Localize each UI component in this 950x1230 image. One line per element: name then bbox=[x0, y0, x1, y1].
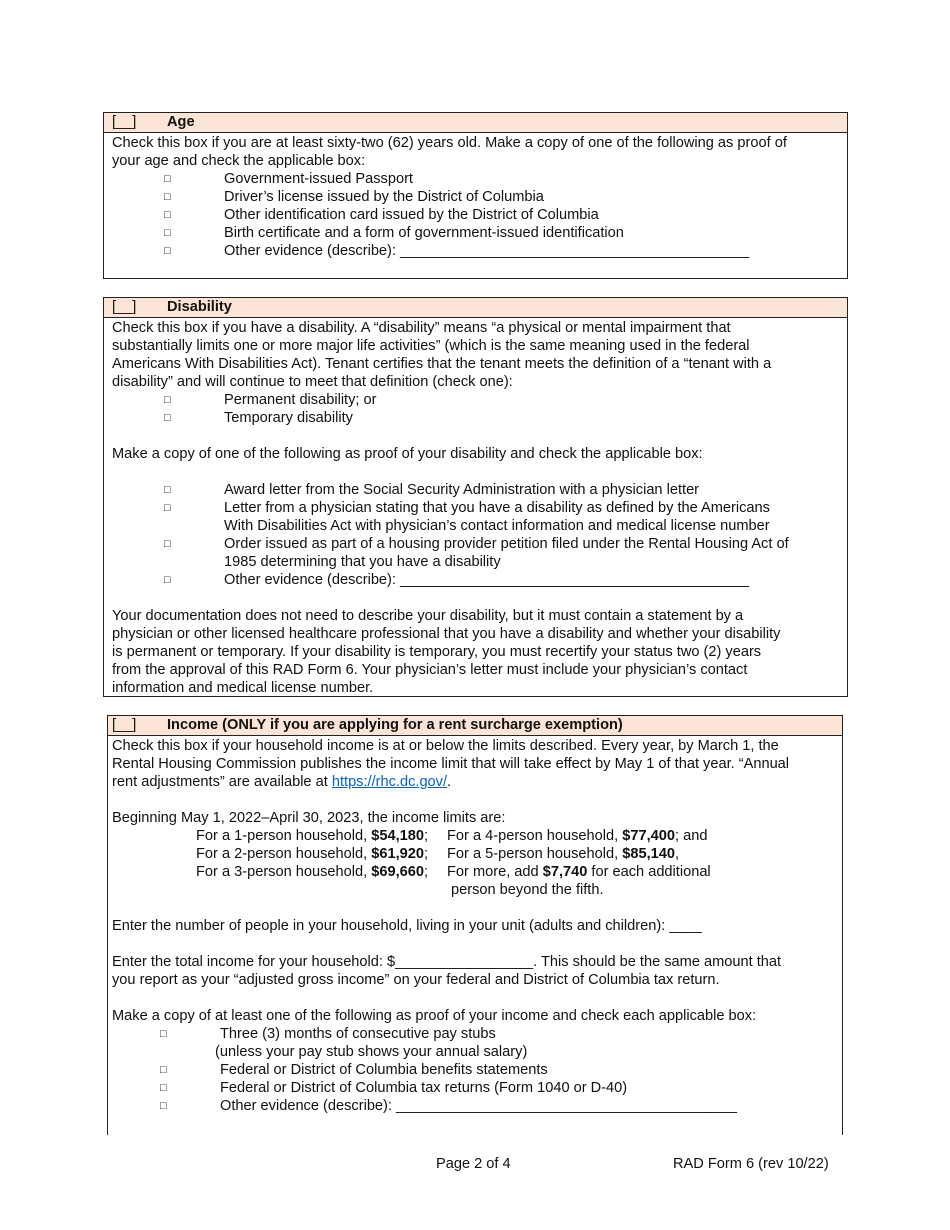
checkbox-icon[interactable]: □ bbox=[160, 1082, 167, 1094]
checkbox-icon[interactable]: □ bbox=[164, 412, 171, 424]
option-label: Temporary disability bbox=[224, 410, 353, 426]
rhc-link[interactable]: https://rhc.dc.gov/ bbox=[331, 774, 448, 790]
income-title: Income (ONLY if you are applying for a rent surcharge exemption) bbox=[167, 717, 623, 733]
age-section bbox=[103, 112, 848, 279]
disability-note-line: is permanent or temporary. If your disability is temporary, you must recertify your status two (2) years bbox=[112, 644, 762, 660]
option-label: Permanent disability; or bbox=[224, 392, 377, 408]
income-intro-line bbox=[112, 773, 834, 791]
income-limit-row: For a 3-person household, $69,660; For more, add $7,740 for each additional bbox=[196, 864, 711, 880]
income-proof-option[interactable] bbox=[108, 1061, 834, 1079]
income-limits-heading: Beginning May 1, 2022–April 30, 2023, the income limits are: bbox=[112, 810, 506, 826]
checkbox-icon[interactable]: □ bbox=[164, 394, 171, 406]
age-option-label: Driver’s license issued by the District of Columbia bbox=[224, 189, 544, 205]
income-proof-option[interactable] bbox=[108, 1079, 834, 1097]
option-label: Federal or District of Columbia tax returns (Form 1040 or D-40) bbox=[220, 1080, 628, 1096]
income-limit-row: person beyond the fifth. bbox=[451, 882, 604, 898]
disability-status-option[interactable] bbox=[112, 409, 839, 427]
income-proof-option[interactable] bbox=[108, 1097, 834, 1115]
form-id: RAD Form 6 (rev 10/22) bbox=[673, 1156, 829, 1172]
age-option[interactable] bbox=[112, 170, 839, 188]
disability-note-line: Your documentation does not need to describe your disability, but it must contain a statement by a bbox=[112, 608, 744, 624]
option-label: Award letter from the Social Security Administration with a physician letter bbox=[224, 482, 700, 498]
age-option-label: Other evidence (describe): ___________________________________________ bbox=[224, 243, 750, 259]
disability-intro-line: substantially limits one or more major life activities” (which is the same meaning used in the federal bbox=[112, 338, 750, 354]
disability-intro-line: Check this box if you have a disability. A “disability” means “a physical or mental impairment that bbox=[112, 320, 731, 336]
income-intro-line: Rental Housing Commission publishes the income limit that will take effect by May 1 of that year. “Annual bbox=[112, 756, 790, 772]
disability-proof-option[interactable] bbox=[112, 571, 839, 589]
income-intro-line: Check this box if your household income is at or below the limits described. Every year, by March 1, the bbox=[112, 738, 779, 754]
disability-note-line: from the approval of this RAD Form 6. Your physician’s letter must include your physician’s contact bbox=[112, 662, 748, 678]
checkbox-icon[interactable]: □ bbox=[164, 574, 171, 586]
income-proof-intro: Make a copy of at least one of the following as proof of your income and check each applicable box: bbox=[112, 1008, 757, 1024]
age-title: Age bbox=[167, 114, 195, 130]
age-checkbox[interactable]: [__] bbox=[112, 114, 137, 130]
disability-intro-line: disability” and will continue to meet that definition (check one): bbox=[112, 374, 513, 390]
disability-header bbox=[104, 298, 847, 318]
income-section bbox=[107, 715, 843, 1135]
income-limit-row: For a 2-person household, $61,920; For a 5-person household, $85,140, bbox=[196, 846, 680, 862]
disability-note-line: information and medical license number. bbox=[112, 680, 374, 696]
page-number: Page 2 of 4 bbox=[436, 1156, 511, 1172]
total-income-line[interactable]: Enter the total income for your household: $_________________. This should be the same amount that bbox=[112, 954, 782, 970]
option-label: Letter from a physician stating that you have a disability as defined by the Americans bbox=[224, 500, 770, 516]
checkbox-icon[interactable]: □ bbox=[164, 227, 171, 239]
age-option-label: Birth certificate and a form of government-issued identification bbox=[224, 225, 624, 241]
age-option[interactable] bbox=[112, 188, 839, 206]
household-count-line[interactable]: Enter the number of people in your household, living in your unit (adults and children): ____ bbox=[112, 918, 702, 934]
income-header bbox=[108, 716, 842, 736]
age-intro-line-1: Check this box if you are at least sixty-two (62) years old. Make a copy of one of the following as proof of bbox=[112, 135, 787, 151]
option-label: Other evidence (describe): __________________________________________ bbox=[220, 1098, 737, 1114]
option-label: Three (3) months of consecutive pay stubs bbox=[220, 1026, 496, 1042]
age-header bbox=[104, 113, 847, 133]
option-label: Federal or District of Columbia benefits statements bbox=[220, 1062, 548, 1078]
checkbox-icon[interactable]: □ bbox=[164, 502, 171, 514]
checkbox-icon[interactable]: □ bbox=[160, 1064, 167, 1076]
age-option-label: Other identification card issued by the District of Columbia bbox=[224, 207, 599, 223]
disability-proof-intro: Make a copy of one of the following as proof of your disability and check the applicable box: bbox=[112, 446, 703, 462]
checkbox-icon[interactable]: □ bbox=[160, 1100, 167, 1112]
age-option-label: Government-issued Passport bbox=[224, 171, 413, 187]
age-option[interactable] bbox=[112, 242, 839, 260]
disability-proof-option[interactable] bbox=[112, 535, 839, 571]
disability-proof-option[interactable] bbox=[112, 481, 839, 499]
disability-status-option[interactable] bbox=[112, 391, 839, 409]
option-label: Order issued as part of a housing provider petition filed under the Rental Housing Act of bbox=[224, 536, 789, 552]
option-label: 1985 determining that you have a disability bbox=[224, 554, 501, 570]
checkbox-icon[interactable]: □ bbox=[160, 1028, 167, 1040]
total-income-line: you report as your “adjusted gross income” on your federal and District of Columbia tax return. bbox=[112, 972, 720, 988]
income-intro-text: rent adjustments” are available at bbox=[112, 774, 332, 790]
checkbox-icon[interactable]: □ bbox=[164, 538, 171, 550]
checkbox-icon[interactable]: □ bbox=[164, 209, 171, 221]
age-option[interactable] bbox=[112, 224, 839, 242]
income-proof-option[interactable] bbox=[108, 1025, 834, 1043]
income-checkbox[interactable]: [__] bbox=[112, 717, 137, 733]
option-label: With Disabilities Act with physician’s contact information and medical license number bbox=[224, 518, 770, 534]
age-intro-line-2: your age and check the applicable box: bbox=[112, 153, 366, 169]
disability-proof-option[interactable] bbox=[112, 499, 839, 535]
disability-title: Disability bbox=[167, 299, 232, 315]
age-option[interactable] bbox=[112, 206, 839, 224]
checkbox-icon[interactable]: □ bbox=[164, 191, 171, 203]
option-label: Other evidence (describe): ___________________________________________ bbox=[224, 572, 750, 588]
disability-section bbox=[103, 297, 848, 697]
checkbox-icon[interactable]: □ bbox=[164, 245, 171, 257]
income-limit-row: For a 1-person household, $54,180; For a 4-person household, $77,400; and bbox=[196, 828, 708, 844]
checkbox-icon[interactable]: □ bbox=[164, 484, 171, 496]
income-intro-text: . bbox=[447, 774, 452, 790]
disability-intro-line: Americans With Disabilities Act). Tenant certifies that the tenant meets the definition of a “tenant with a bbox=[112, 356, 772, 372]
income-proof-option-note: (unless your pay stub shows your annual salary) bbox=[215, 1044, 528, 1060]
disability-note-line: physician or other licensed healthcare professional that you have a disability and whether your disability bbox=[112, 626, 781, 642]
checkbox-icon[interactable]: □ bbox=[164, 173, 171, 185]
disability-checkbox[interactable]: [__] bbox=[112, 299, 137, 315]
